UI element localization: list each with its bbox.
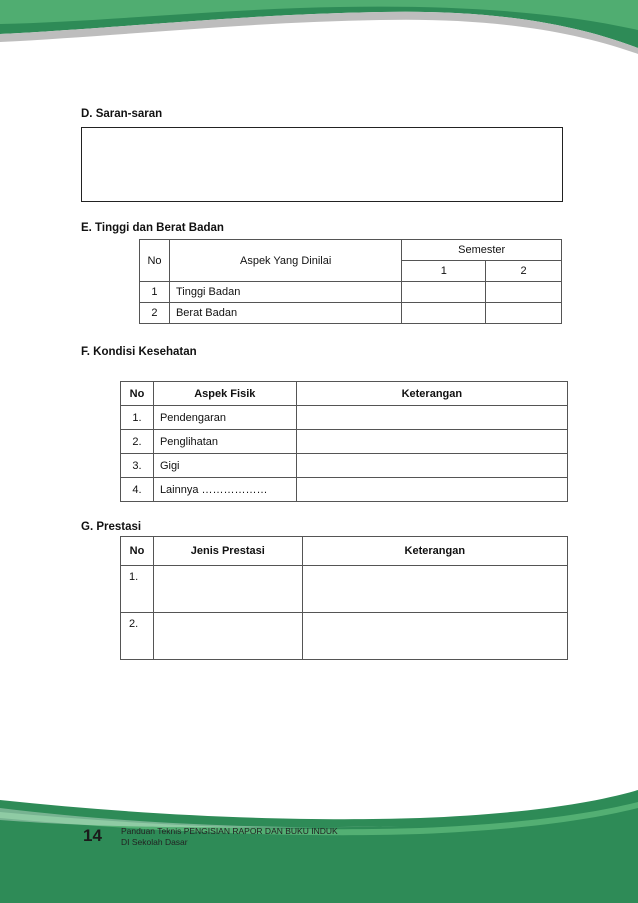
row-no: 2. [121, 613, 154, 660]
row-no: 2. [121, 430, 154, 454]
health-condition-table [120, 381, 568, 502]
table-row [121, 430, 568, 454]
row-aspect: Penglihatan [153, 430, 296, 454]
row-aspect: Pendengaran [153, 406, 296, 430]
table-header-row [121, 537, 568, 566]
section-g-title: G. Prestasi [81, 521, 142, 533]
table-row [121, 613, 568, 660]
header-no: No [140, 240, 170, 282]
row-aspect: Lainnya ……………… [153, 478, 296, 502]
footer-caption [121, 826, 338, 848]
header-type: Jenis Prestasi [153, 537, 302, 566]
row-note-cell [296, 430, 567, 454]
row-no: 1 [140, 282, 170, 303]
row-aspect: Tinggi Badan [169, 282, 401, 303]
header-semester-2: 2 [486, 261, 562, 282]
row-sem2-cell [486, 282, 562, 303]
row-type-cell [153, 613, 302, 660]
header-semester-1: 1 [402, 261, 486, 282]
section-f-title: F. Kondisi Kesehatan [81, 346, 197, 358]
table-row [121, 454, 568, 478]
row-no: 1. [121, 406, 154, 430]
suggestions-box [81, 127, 563, 202]
achievement-table [120, 536, 568, 660]
row-type-cell [153, 566, 302, 613]
table-row [121, 478, 568, 502]
header-note: Keterangan [296, 382, 567, 406]
header-decoration [0, 0, 638, 60]
row-note-cell [296, 478, 567, 502]
table-row [121, 566, 568, 613]
row-aspect: Gigi [153, 454, 296, 478]
footer-line-1: Panduan Teknis PENGISIAN RAPOR DAN BUKU INDUK [121, 826, 338, 836]
row-no: 3. [121, 454, 154, 478]
header-aspect: Aspek Yang Dinilai [169, 240, 401, 282]
row-no: 4. [121, 478, 154, 502]
table-row [140, 282, 562, 303]
header-semester: Semester [402, 240, 562, 261]
header-no: No [121, 382, 154, 406]
row-sem2-cell [486, 303, 562, 324]
header-aspect: Aspek Fisik [153, 382, 296, 406]
row-sem1-cell [402, 303, 486, 324]
header-note: Keterangan [302, 537, 567, 566]
row-aspect: Berat Badan [169, 303, 401, 324]
header-no: No [121, 537, 154, 566]
row-note-cell [302, 613, 567, 660]
row-no: 1. [121, 566, 154, 613]
row-no: 2 [140, 303, 170, 324]
table-row [140, 303, 562, 324]
row-sem1-cell [402, 282, 486, 303]
row-note-cell [302, 566, 567, 613]
row-note-cell [296, 454, 567, 478]
table-header-row [140, 240, 562, 261]
page-number: 14 [83, 826, 102, 845]
height-weight-table [139, 239, 562, 324]
table-row [121, 406, 568, 430]
table-header-row [121, 382, 568, 406]
section-d-title: D. Saran-saran [81, 108, 163, 120]
row-note-cell [296, 406, 567, 430]
section-e-title: E. Tinggi dan Berat Badan [81, 222, 224, 234]
footer-line-2: DI Sekolah Dasar [121, 837, 188, 847]
